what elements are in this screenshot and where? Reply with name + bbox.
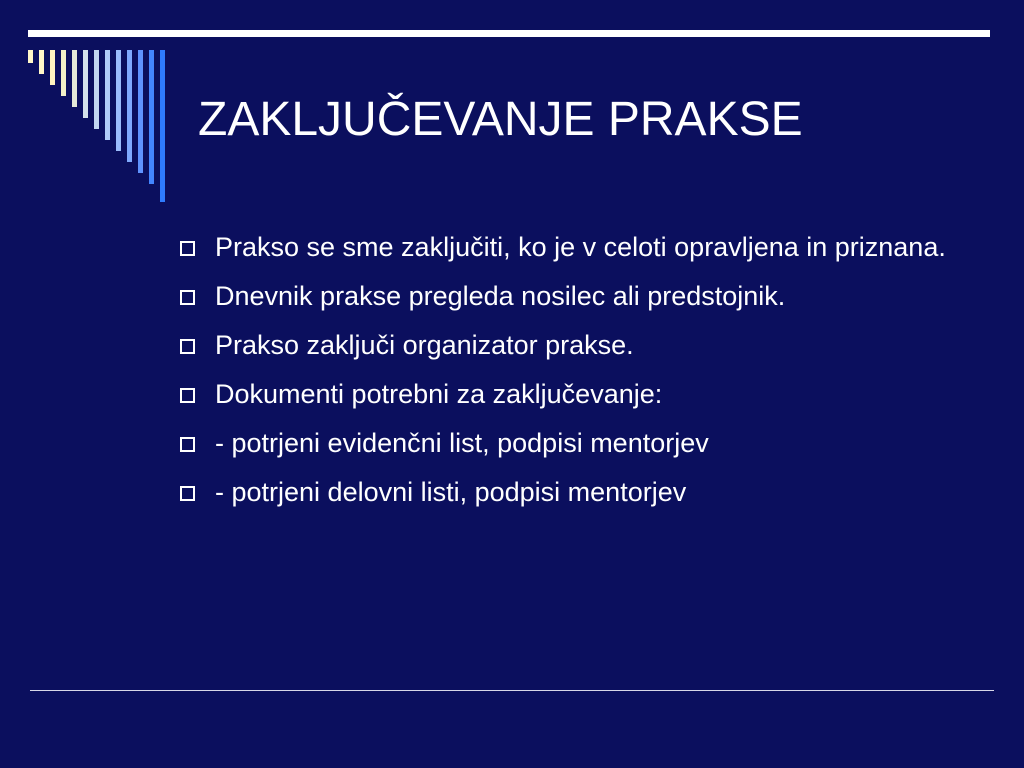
stripe [138,50,143,173]
stripe [61,50,66,96]
stripe [105,50,110,140]
hollow-square-icon [180,241,195,256]
stripe [116,50,121,151]
bullet-item [180,228,970,266]
bullet-list [180,228,970,522]
bullet-item [180,473,970,511]
hollow-square-icon [180,437,195,452]
bullet-text: Dnevnik prakse pregleda nosilec ali predstojnik. [215,281,786,311]
bullet-item [180,375,970,413]
stripe [127,50,132,162]
bullet-item [180,326,970,364]
stripe [83,50,88,118]
stripe [28,50,33,63]
hollow-square-icon [180,388,195,403]
stripe [149,50,154,184]
decorative-stripes [0,0,200,220]
bullet-text: Dokumenti potrebni za zaključevanje: [215,379,663,409]
stripe [72,50,77,107]
bottom-rule [30,690,994,691]
bullet-item [180,277,970,315]
bullet-text: - potrjeni delovni listi, podpisi mentorjev [215,477,687,507]
stripe [160,50,165,202]
stripe [94,50,99,129]
bullet-text: Prakso zaključi organizator prakse. [215,330,634,360]
slide-title: ZAKLJUČEVANJE PRAKSE [198,93,803,146]
bullet-item [180,424,970,462]
bullet-text: - potrjeni evidenčni list, podpisi mentorjev [215,428,709,458]
hollow-square-icon [180,290,195,305]
stripe [50,50,55,85]
bullet-text: Prakso se sme zaključiti, ko je v celoti opravljena in priznana. [215,232,946,262]
hollow-square-icon [180,486,195,501]
stripe [39,50,44,74]
hollow-square-icon [180,339,195,354]
